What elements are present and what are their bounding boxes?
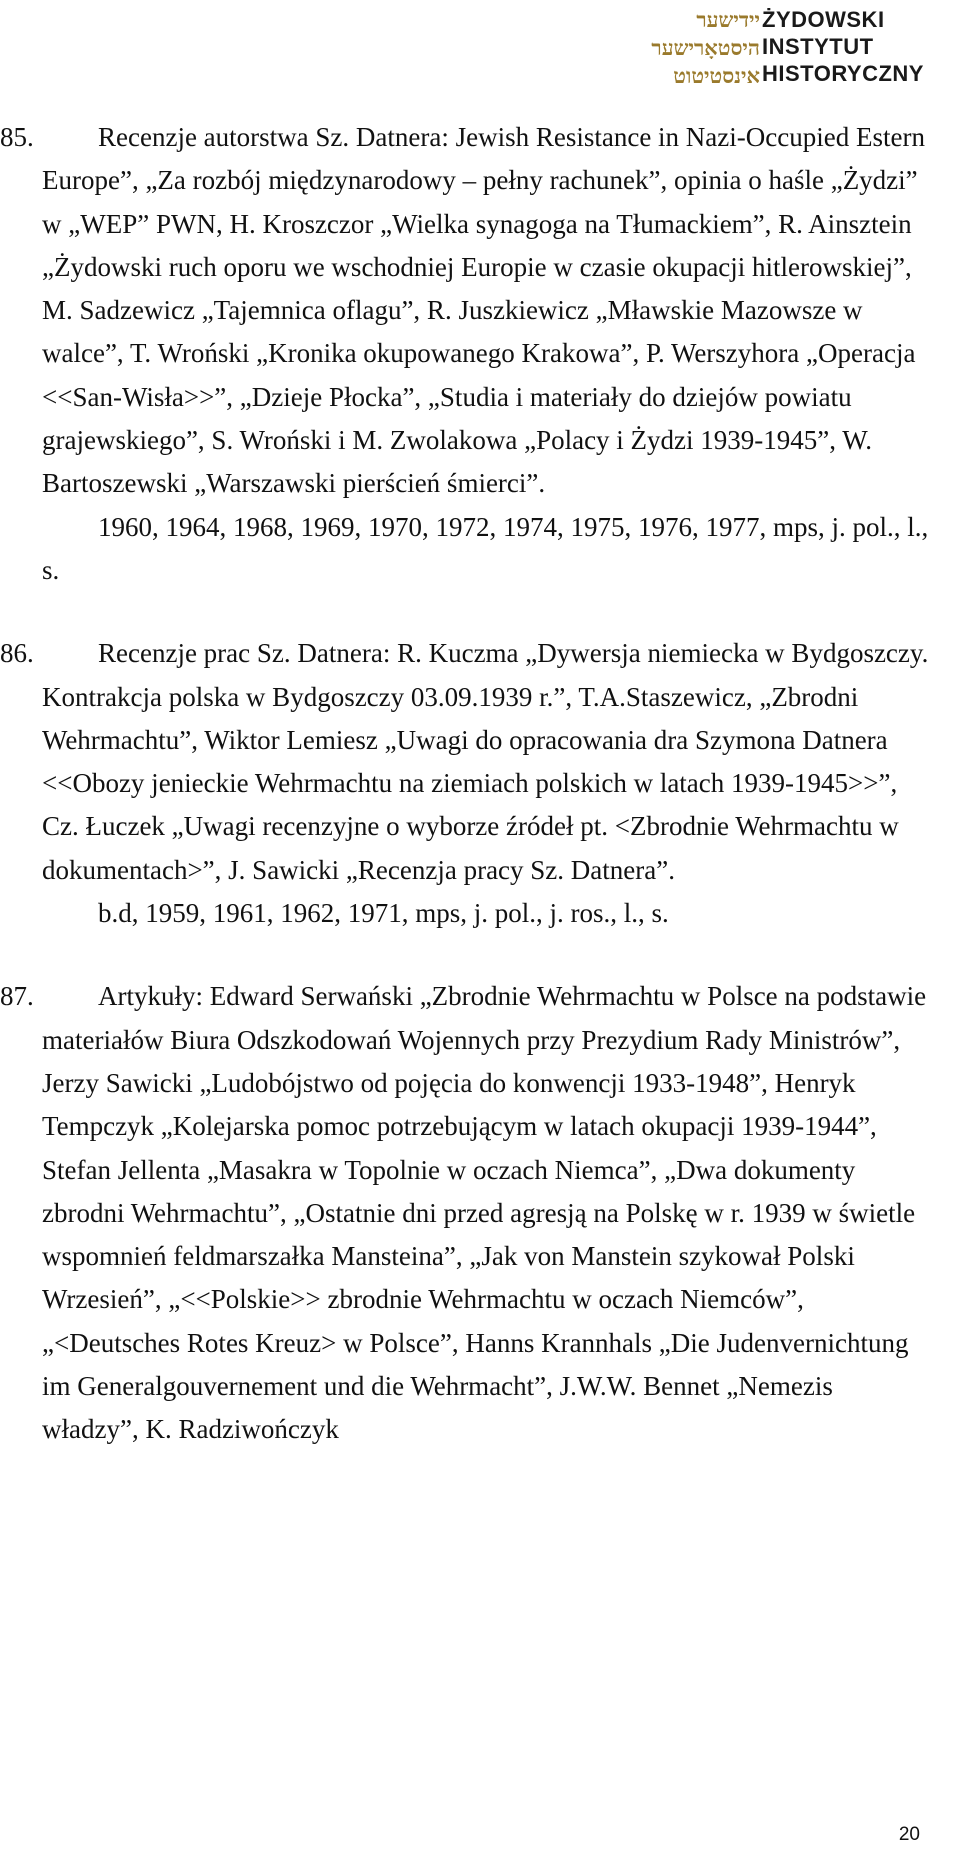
entry-description-text: Artykuły: Edward Serwański „Zbrodnie Wehrmachtu w Polsce na podstawie materiałów Biura Odszkodowań Wojennych przy Prezydium Rady Ministrów”, Jerzy Sawicki „Ludobójstwo od pojęcia do konwencji 1933-1948”, Henryk Tempczyk „Kolejarska pomoc potrzebującym w latach okupacji 1939-1944”, Stefan Jellenta „Masakra w Topolnie w oczach Niemca”, „Dwa dokumenty zbrodni Wehrmachtu”, „Ostatnie dni przed agresją na Polskę w r. 1939 w świetle wspomnień feldmarszałka Mansteina”, „Jak von Manstein szykował Polski Wrzesień”, „<<Polskie>> zbrodnie Wehrmachtu w oczach Niemców”, „<Deutsches Rotes Kreuz> w Polsce”, Hanns Krannhals „Die Judenvernichtung im Generalgouvernement und die Wehrmacht”, J.W.W. Bennet „Nemezis władzy”, K. Radziwończyk xyxy=(42,981,927,1445)
page-number: 20 xyxy=(898,1824,920,1845)
logo-hebrew-text xyxy=(530,6,760,90)
entry-description xyxy=(0,632,935,892)
archive-entry-87 xyxy=(0,975,935,1451)
logo-polish-text xyxy=(762,6,924,87)
entry-description-text: Recenzje prac Sz. Datnera: R. Kuczma „Dywersja niemiecka w Bydgoszczy. Kontrakcja polska w Bydgoszczy 03.09.1939 r.”, T.A.Staszewicz, „Zbrodni Wehrmachtu”, Wiktor Lemiesz „Uwagi do opracowania dra Szymona Datnera <<Obozy jenieckie Wehrmachtu na ziemiach polskich w latach 1939-1945>>”, Cz. Łuczek „Uwagi recenzyjne o wyborze źródeł pt. <Zbrodnie Wehrmachtu w dokumentach>”, J. Sawicki „Recenzja pracy Sz. Datnera”. xyxy=(42,638,929,885)
entry-number: 86. xyxy=(0,638,34,669)
entry-dates-format: 1960, 1964, 1968, 1969, 1970, 1972, 1974, 1975, 1976, 1977, mps, j. pol., l., s. xyxy=(42,511,929,585)
logo-hebrew-line-3: אינסטיטוט xyxy=(673,63,760,88)
archive-entry-86 xyxy=(0,632,935,935)
logo-polish-line-1: ŻYDOWSKI xyxy=(762,7,885,32)
entry-description-text: Recenzje autorstwa Sz. Datnera: Jewish Resistance in Nazi-Occupied Estern Europe”, „Za rozbój międzynarodowy – pełny rachunek”, opinia o haśle „Żydzi” w „WEP” PWN, H. Kroszczor „Wielka synagoga na Tłumackiem”, R. Ainsztein „Żydowski ruch oporu we wschodniej Europie w czasie okupacji hitlerowskiej”, M. Sadzewicz „Tajemnica oflagu”, R. Juszkiewicz „Mławskie Mazowsze w walce”, T. Wroński „Kronika okupowanego Krakowa”, P. Werszyhora „Operacja <<San-Wisła>>”, „Dzieje Płocka”, „Studia i materiały do dziejów powiatu grajewskiego”, S. Wroński i M. Zwolakowa „Polacy i Żydzi 1939-1945”, W. Bartoszewski „Warszawski pierścień śmierci”. xyxy=(42,122,925,499)
entry-dates-format: b.d, 1959, 1961, 1962, 1971, mps, j. pol., j. ros., l., s. xyxy=(98,898,669,929)
logo-hebrew-line-2: היסטאָרישער xyxy=(651,35,760,60)
document-body xyxy=(0,116,935,1492)
entry-description xyxy=(0,975,935,1451)
logo-polish-line-2: INSTYTUT xyxy=(762,34,874,59)
entry-description xyxy=(0,116,935,506)
entry-number: 85. xyxy=(0,122,34,152)
logo-hebrew-line-1: יידישער xyxy=(696,7,760,32)
institute-logo xyxy=(530,6,950,90)
entry-number: 87. xyxy=(0,981,34,1012)
archive-entry-85 xyxy=(0,116,935,592)
logo-polish-line-3: HISTORYCZNY xyxy=(762,61,924,86)
